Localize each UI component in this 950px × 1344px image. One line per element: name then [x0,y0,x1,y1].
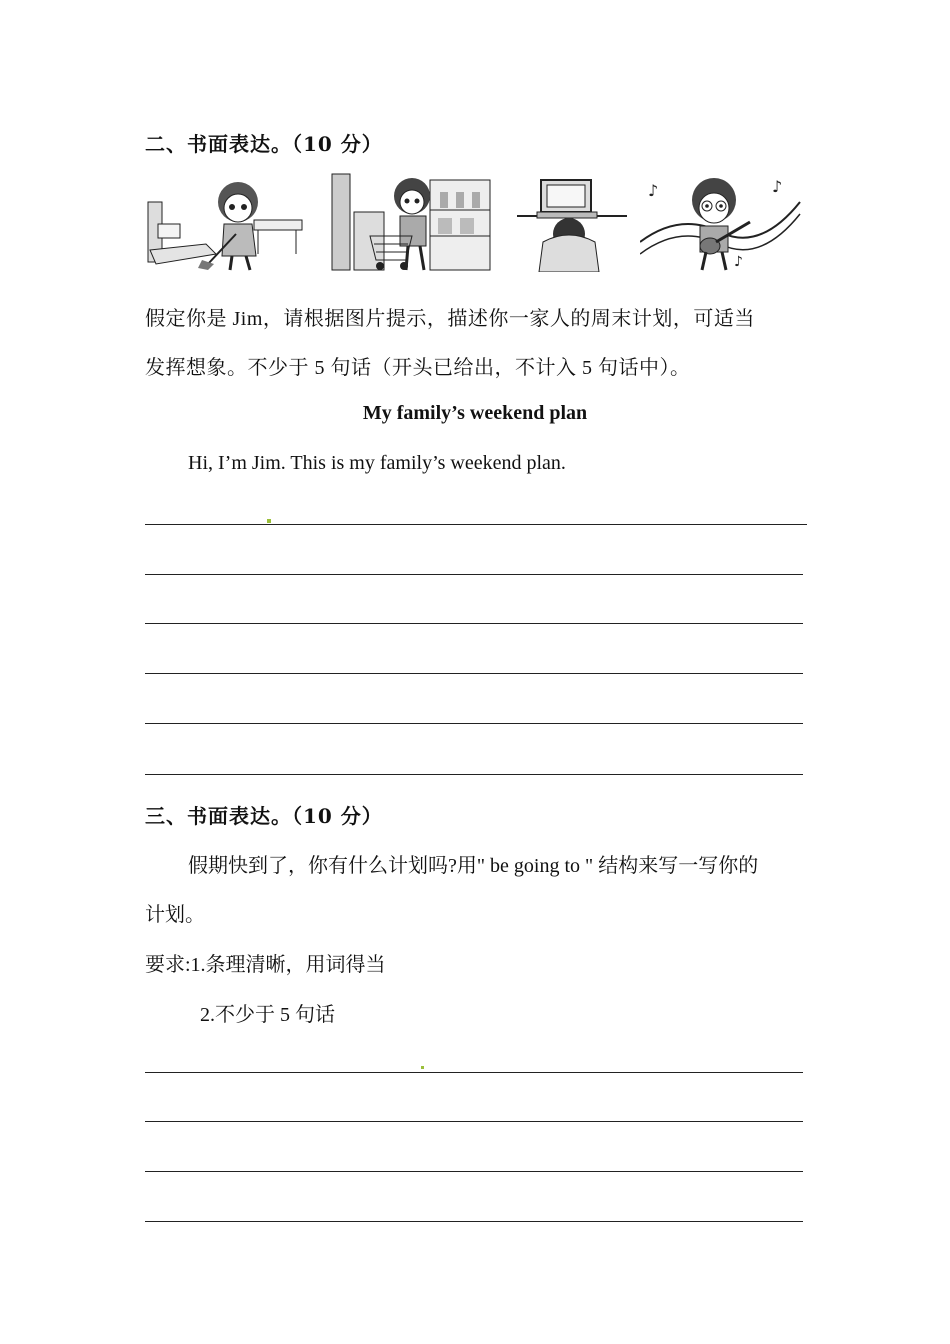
section3-requirement-1: 要求:1.条理清晰，用词得当 [145,954,386,976]
writing-line[interactable] [145,1171,803,1172]
svg-text:♪: ♪ [734,254,743,270]
writing-line[interactable] [145,723,803,724]
writing-line[interactable] [145,623,803,624]
writing-line[interactable] [145,1221,803,1222]
essay-opening: Hi, I’m Jim. This is my family’s weekend plan. [188,452,566,474]
section2-instruction-line2: 发挥想象。不少于 5 句话（开头已给出，不计入 5 句话中）。 [145,357,691,379]
section3-heading: 三、书面表达。（10 分） [145,804,383,828]
section3-requirement-2: 2.不少于 5 句话 [200,1004,335,1026]
mark-dot [267,519,271,523]
writing-line[interactable] [145,524,807,525]
writing-line[interactable] [145,774,803,775]
boy-shopping-icon [330,172,492,272]
writing-line[interactable] [145,1072,803,1073]
boy-computer-icon [517,172,627,272]
woman-sweeping-icon [146,172,306,272]
writing-line[interactable] [145,574,803,575]
section2-instruction-line1: 假定你是 Jim，请根据图片提示，描述你一家人的周末计划，可适当 [145,308,755,330]
writing-line[interactable] [145,1121,803,1122]
svg-text:♪: ♪ [772,177,783,196]
section3-intro-line1: 假期快到了，你有什么计划吗?用" be going to " 结构来写一写你的 [188,855,759,877]
mark-dot [421,1066,424,1069]
svg-text:♪: ♪ [648,181,659,200]
essay-title: My family’s weekend plan [362,402,588,424]
section3-intro-line2: 计划。 [145,904,205,926]
boy-guitar-icon [640,172,802,272]
writing-line[interactable] [145,673,803,674]
section2-heading: 二、书面表达。（10 分） [145,132,383,156]
